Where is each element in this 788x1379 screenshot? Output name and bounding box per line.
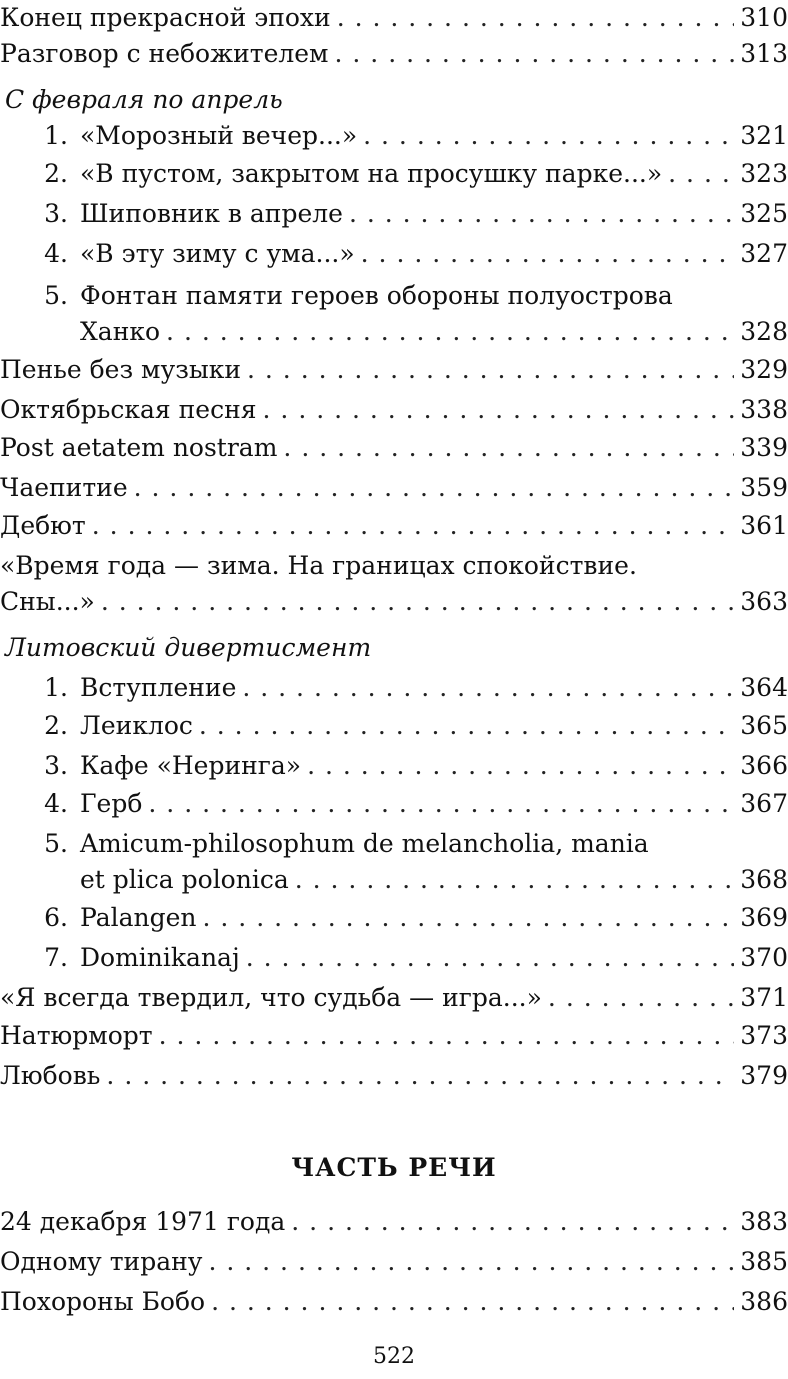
entry-page: 370: [740, 943, 788, 972]
toc-entry: [0, 36, 788, 72]
entry-page: 383: [740, 1207, 788, 1236]
entry-page: 364: [740, 673, 788, 702]
page-number: 522: [373, 1344, 415, 1369]
entry-page: 338: [740, 395, 788, 424]
item-number: 6.: [44, 903, 68, 932]
toc-subentry: [0, 278, 788, 350]
toc-subentry: [0, 900, 788, 936]
toc-entry: [0, 548, 788, 620]
entry-title: «Я всегда твердил, что судьба — игра...»: [0, 983, 542, 1012]
entry-page: 323: [740, 159, 788, 188]
entry-title-line1: Фонтан памяти героев обороны полуострова: [80, 281, 673, 310]
entry-page: 386: [740, 1287, 788, 1316]
entry-page: 373: [740, 1021, 788, 1050]
entry-title: Dominikanaj: [80, 943, 240, 972]
entry-title: «В пустом, закрытом на просушку парке...»: [80, 159, 663, 188]
entry-title: Любовь: [0, 1061, 101, 1090]
entry-title: Шиповник в апреле: [80, 199, 343, 228]
entry-title: 24 декабря 1971 года: [0, 1207, 286, 1236]
entry-page: 363: [740, 587, 788, 616]
entry-page: 379: [740, 1061, 788, 1090]
toc-entry: [0, 1018, 788, 1054]
entry-page: 313: [740, 39, 788, 68]
toc-entry: [0, 430, 788, 466]
item-number: 1.: [44, 673, 68, 702]
entry-page: 321: [740, 121, 788, 150]
entry-title: Конец прекрасной эпохи: [0, 3, 331, 32]
entry-page: 325: [740, 199, 788, 228]
entry-title: Дебют: [0, 511, 86, 540]
item-number: 4.: [44, 789, 68, 818]
item-number: 2.: [44, 159, 68, 188]
entry-page: 310: [740, 3, 788, 32]
item-number: 1.: [44, 121, 68, 150]
toc-subentry: [0, 786, 788, 822]
toc-subentry: [0, 118, 788, 154]
entry-title: Сны...»: [0, 587, 95, 616]
entry-page: 361: [740, 511, 788, 540]
toc-entry: [0, 392, 788, 428]
entry-title: Одному тирану: [0, 1247, 203, 1276]
toc-entry: [0, 1284, 788, 1320]
entry-title: «В эту зиму с ума...»: [80, 239, 355, 268]
toc-subentry: [0, 826, 788, 898]
entry-title: Герб: [80, 789, 143, 818]
toc-subentry: [0, 748, 788, 784]
entry-title: «Морозный вечер...»: [80, 121, 358, 150]
toc-entry: [0, 0, 788, 36]
toc-entry: [0, 470, 788, 506]
item-number: 4.: [44, 239, 68, 268]
entry-page: 367: [740, 789, 788, 818]
entry-title: Пенье без музыки: [0, 355, 242, 384]
toc-subentry: [0, 196, 788, 232]
toc-entry: [0, 352, 788, 388]
toc-entry: [0, 1244, 788, 1280]
section-title: ЧАСТЬ РЕЧИ: [291, 1153, 497, 1182]
entry-page: 359: [740, 473, 788, 502]
entry-title: Похороны Бобо: [0, 1287, 206, 1316]
entry-page: 371: [740, 983, 788, 1012]
cycle-title: С февраля по апрель: [5, 85, 283, 114]
item-number: 3.: [44, 751, 68, 780]
toc-entry: [0, 980, 788, 1016]
toc-subentry: [0, 940, 788, 976]
entry-page: 385: [740, 1247, 788, 1276]
entry-title: Вступление: [80, 673, 237, 702]
entry-page: 366: [740, 751, 788, 780]
entry-page: 365: [740, 711, 788, 740]
entry-page: 329: [740, 355, 788, 384]
toc-subentry: [0, 670, 788, 706]
entry-title: Ханко: [80, 317, 161, 346]
cycle-title: Литовский дивертисмент: [5, 633, 372, 662]
toc-subentry: [0, 236, 788, 272]
toc-entry: [0, 508, 788, 544]
toc-subentry: [0, 708, 788, 744]
entry-title: et plica polonica: [80, 865, 289, 894]
entry-title: Post aetatem nostram: [0, 433, 278, 462]
entry-title: Натюрморт: [0, 1021, 153, 1050]
item-number: 2.: [44, 711, 68, 740]
item-number: 5.: [44, 829, 68, 858]
entry-title: Чаепитие: [0, 473, 128, 502]
toc-entry: [0, 1204, 788, 1240]
entry-title: Разговор с небожителем: [0, 39, 329, 68]
entry-page: 327: [740, 239, 788, 268]
entry-title: Palangen: [80, 903, 197, 932]
toc-subentry: [0, 156, 788, 192]
entry-page: 339: [740, 433, 788, 462]
entry-title-line1: «Время года — зима. На границах спокойствие.: [0, 551, 637, 580]
item-number: 7.: [44, 943, 68, 972]
item-number: 5.: [44, 281, 68, 310]
entry-title: Леиклос: [80, 711, 193, 740]
entry-page: 369: [740, 903, 788, 932]
entry-title-line1: Amicum-philosophum de melancholia, mania: [80, 829, 649, 858]
entry-page: 328: [740, 317, 788, 346]
entry-title: Октябрьская песня: [0, 395, 257, 424]
entry-page: 368: [740, 865, 788, 894]
entry-title: Кафе «Неринга»: [80, 751, 302, 780]
toc-entry: [0, 1058, 788, 1094]
item-number: 3.: [44, 199, 68, 228]
